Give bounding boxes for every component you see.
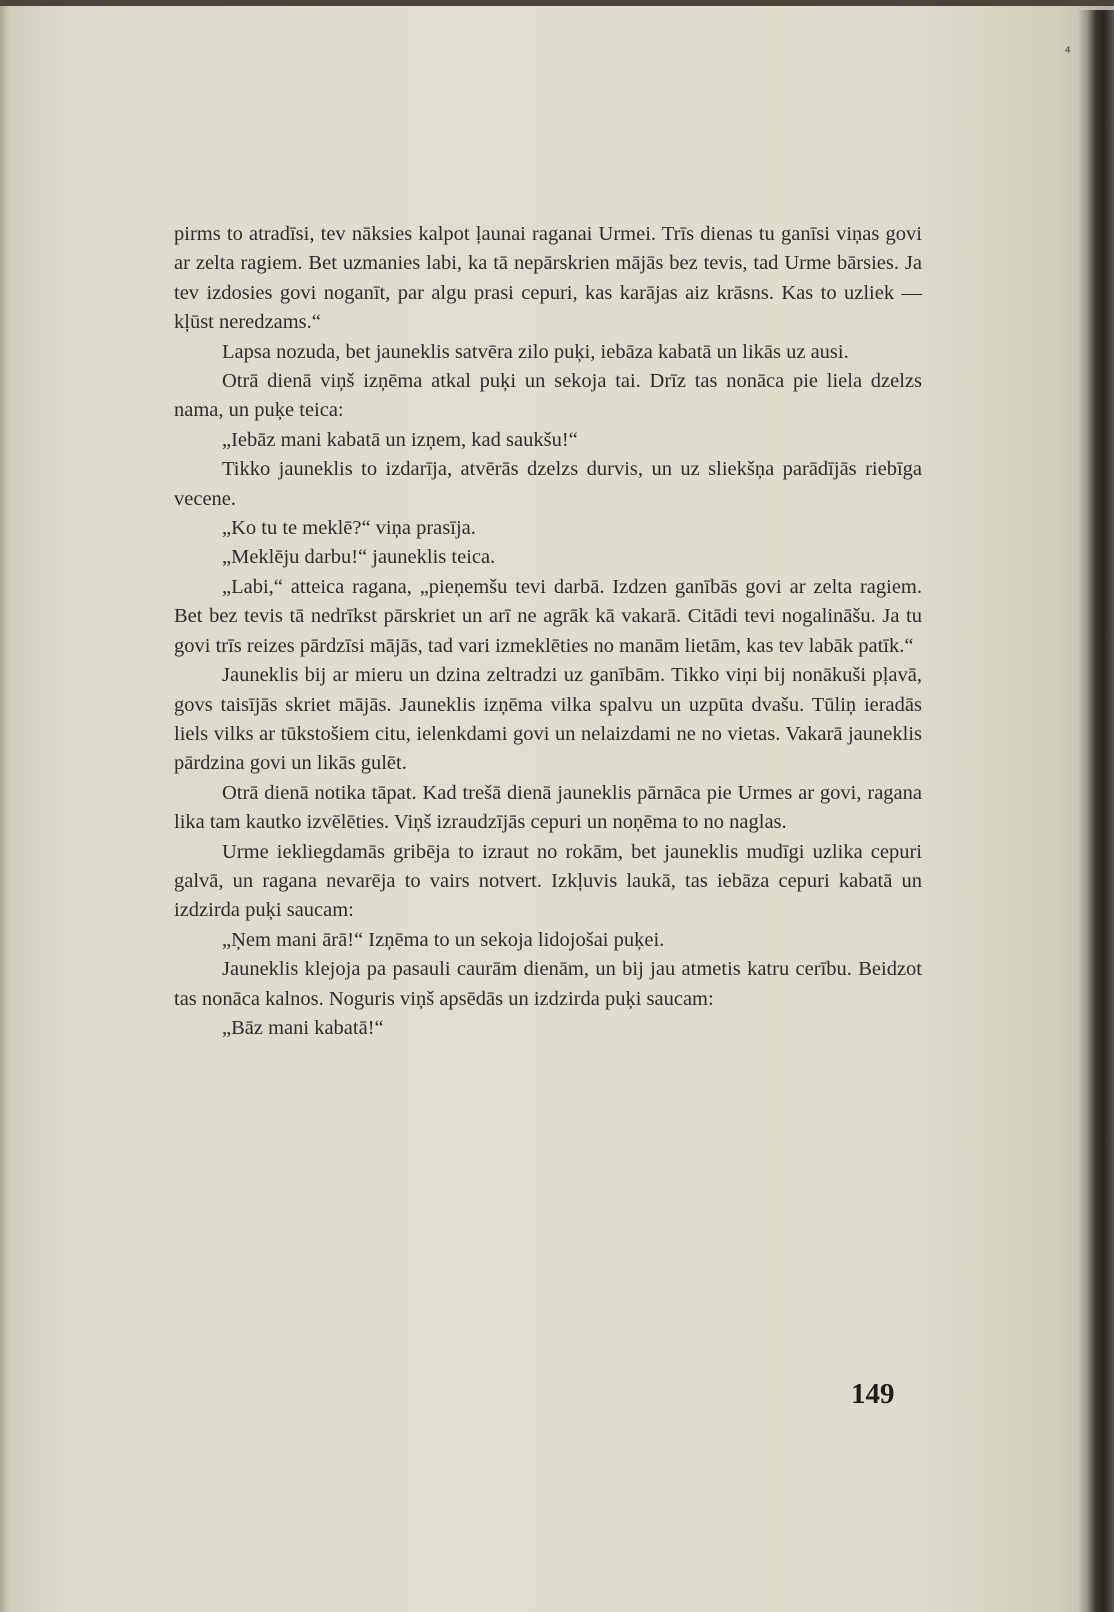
paragraph-14: „Bāz mani kabatā!“ — [222, 1016, 384, 1039]
page-number: 149 — [851, 1378, 895, 1410]
paragraph-12: „Ņem mani ārā!“ Izņēma to un sekoja lidojošai puķei. — [222, 928, 665, 951]
paragraph-7: „Meklēju darbu!“ jauneklis teica. — [222, 546, 496, 569]
page-left-edge — [0, 0, 10, 1612]
paragraph-4: „Iebāz mani kabatā un izņem, kad saukšu!“ — [222, 428, 578, 451]
paragraph-1: pirms to atradīsi, tev nāksies kalpot ļaunai raganai Urmei. Trīs dienas tu ganīsi viņas govi ar zelta ragiem. Bet uzmanies labi, ka tā nepārskrien mājās bez tevis, tad Urme bārsies. Ja tev izdosies govi noganīt, par algu prasi cepuri, kas karājas aiz krāsns. Kas to uzliek — kļūst neredzams.“ — [174, 223, 922, 334]
book-spine — [1088, 10, 1114, 1612]
paragraph-13: Jauneklis klejoja pa pasauli caurām dienām, un bij jau atmetis katru cerību. Beidzot tas nonāca kalnos. Noguris viņš apsēdās un izdzirda puķi saucam: — [174, 958, 922, 1010]
body-text — [174, 220, 922, 1043]
paragraph-5: Tikko jauneklis to izdarīja, atvērās dzelzs durvis, un uz sliekšņa parādījās riebīga vecene. — [174, 458, 922, 510]
paragraph-11: Urme iekliegdamās gribēja to izraut no rokām, bet jauneklis mudīgi uzlika cepuri galvā, un ragana nevarēja to vairs notvert. Izkļuvis laukā, tas iebāza cepuri kabatā un izdzirda puķi saucam: — [174, 840, 922, 922]
paragraph-2: Lapsa nozuda, bet jauneklis satvēra zilo puķi, iebāza kabatā un likās uz ausi. — [222, 340, 849, 363]
paragraph-3: Otrā dienā viņš izņēma atkal puķi un sekoja tai. Drīz tas nonāca pie liela dzelzs nama, un puķe teica: — [174, 370, 922, 422]
corner-mark: ⁴ — [1065, 45, 1071, 61]
paragraph-8: „Labi,“ atteica ragana, „pieņemšu tevi darbā. Izdzen ganībās govi ar zelta ragiem. Bet bez tevis tā nedrīkst pārskriet un arī ne agrāk kā vakarā. Citādi tevi nogalināšu. Ja tu govi trīs reizes pārdzīsi mājās, tad vari izmeklēties no manām lietām, kas tev labāk patīk.“ — [174, 575, 922, 657]
page-top-edge — [0, 0, 1114, 6]
paragraph-10: Otrā dienā notika tāpat. Kad trešā dienā jauneklis pārnāca pie Urmes ar govi, ragana lika tam kautko izvēlēties. Viņš izraudzījās cepuri un noņēma to no naglas. — [174, 781, 922, 834]
paragraph-6: „Ko tu te meklē?“ viņa prasīja. — [222, 517, 476, 540]
paragraph-9: Jauneklis bij ar mieru un dzina zeltradzi uz ganībām. Tikko viņi bij nonākuši pļavā, govs taisījās skriet mājās. Jauneklis izņēma vilka spalvu un uzpūta dvašu. Tūliņ ieradās liels vilks ar tūkstošiem citu, ielenkdami govi un nelaizdami ne no vietas. Vakarā jauneklis pārdzina govi un likās gulēt. — [174, 664, 922, 775]
binding-shadow — [1078, 10, 1088, 1612]
